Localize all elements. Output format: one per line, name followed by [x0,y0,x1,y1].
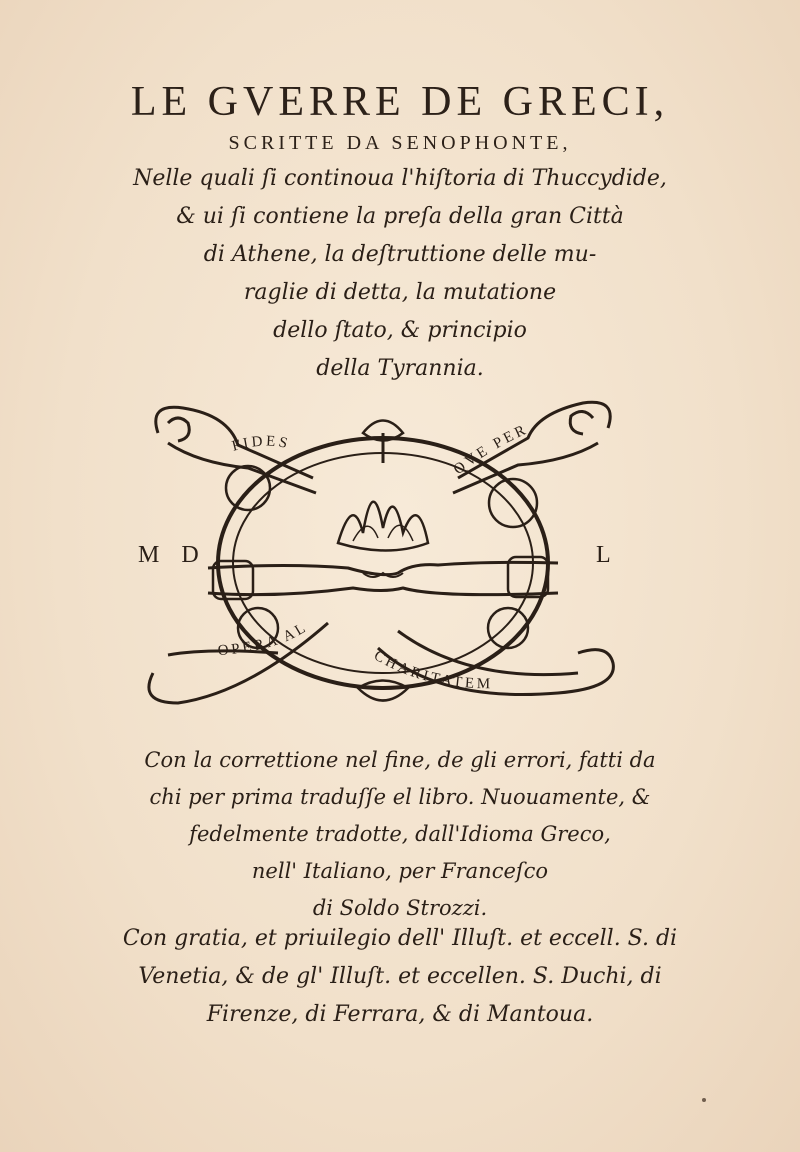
printer-device-woodcut [138,393,628,723]
privilege-line: Firenze, di Ferrara, & di Mantoua. [206,1002,594,1027]
imprint-line: di Soldo Strozzi. [312,896,488,920]
motto-bottom-right: CHARITATEM [370,647,494,693]
description-line: di Athene, la deſtruttione delle mu- [203,242,597,267]
imprint-line: chi per prima traduſſe el libro. Nuouamente, & [149,785,651,809]
imprint [100,742,700,927]
svg-text:CHARITATEM [371,648,493,693]
imprint-line: nell' Italiano, per Franceſco [251,859,549,883]
description-line: & ui ſi contiene la preſa della gran Città [176,204,624,229]
motto-bottom-left: OPERA AL [217,619,311,660]
imprint-line: fedelmente tradotte, dall'Idioma Greco, [189,822,611,846]
description [100,160,700,388]
imprint-line: Con la correttione nel fine, de gli errori, fatti da [144,748,656,772]
motto-top-right: QVE PER [450,421,531,479]
description-line: raglie di detta, la mutatione [243,280,557,305]
year-right: L [596,542,611,568]
privilege-line: Venetia, & de gl' Illuſt. et eccellen. S. Duchi, di [138,964,662,989]
book-subtitle: SCRITTE DA SENOPHONTE, [228,132,572,154]
description-line: Nelle quali ſi continoua l'hiſtoria di Thuccydide, [133,166,667,191]
privilege-line: Con gratia, et priuilegio dell' Illuſt. et eccell. S. di [122,926,678,951]
privilege [100,920,700,1034]
book-title: LE GVERRE DE GRECI, [130,79,670,125]
description-line: dello ſtato, & principio [273,318,527,343]
ink-speck [702,1098,706,1102]
svg-text:FIDES [230,433,292,454]
description-line: della Tyrannia. [316,356,484,381]
motto-top-left: FIDES [230,433,292,455]
year-left: M D [138,542,207,568]
